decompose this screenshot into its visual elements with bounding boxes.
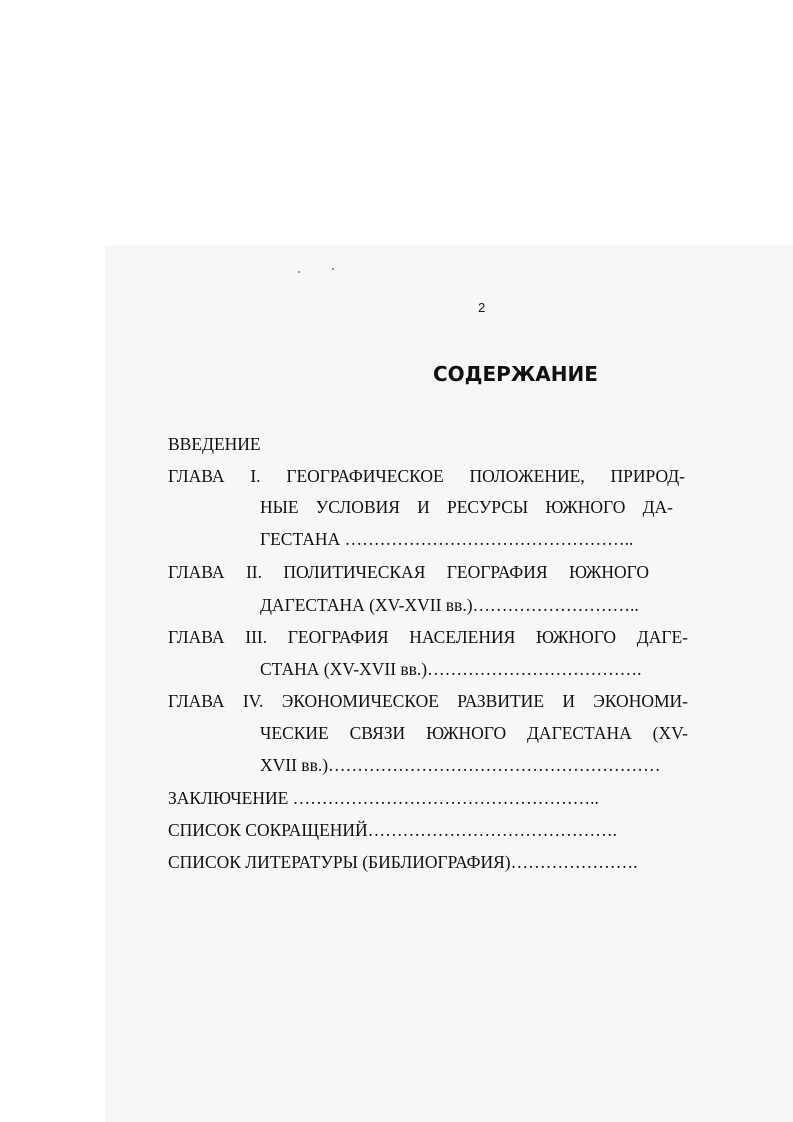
toc-chapter-1-line-1: ГЛАВА I. ГЕОГРАФИЧЕСКОЕ ПОЛОЖЕНИЕ, ПРИРОД- [168,466,685,486]
toc-chapter-3-line-1: ГЛАВА III. ГЕОГРАФИЯ НАСЕЛЕНИЯ ЮЖНОГО ДАГЕ- [168,627,688,647]
toc-chapter-4-line-2: ЧЕСКИЕ СВЯЗИ ЮЖНОГО ДАГЕСТАНА (XV- [260,723,688,743]
toc-chapter-1-line-3: ГЕСТАНА ………………………………………….. [260,529,634,549]
toc-chapter-3-line-2: СТАНА (XV-XVII вв.)………………………………. [260,659,642,679]
toc-chapter-4-line-1: ГЛАВА IV. ЭКОНОМИЧЕСКОЕ РАЗВИТИЕ И ЭКОНОМИ- [168,691,688,711]
toc-abbreviations: СПИСОК СОКРАЩЕНИЙ……………………………………. [168,820,618,840]
toc-conclusion: ЗАКЛЮЧЕНИЕ …………………………………………….. [168,788,599,808]
scan-speck [298,271,300,273]
toc-chapter-2-line-1: ГЛАВА II. ПОЛИТИЧЕСКАЯ ГЕОГРАФИЯ ЮЖНОГО [168,562,649,582]
toc-chapter-4-line-3: XVII вв.)………………………………………………… [260,755,661,775]
page-title: СОДЕРЖАНИЕ [433,362,598,386]
toc-intro: ВВЕДЕНИЕ [168,434,261,454]
page-number: 2 [478,300,486,315]
toc-literature: СПИСОК ЛИТЕРАТУРЫ (БИБЛИОГРАФИЯ)…………………. [168,852,638,872]
toc-chapter-1-line-2: НЫЕ УСЛОВИЯ И РЕСУРСЫ ЮЖНОГО ДА- [260,497,673,517]
toc-chapter-2-line-2: ДАГЕСТАНА (XV-XVII вв.)……………………….. [260,595,639,615]
scan-speck [332,268,334,270]
